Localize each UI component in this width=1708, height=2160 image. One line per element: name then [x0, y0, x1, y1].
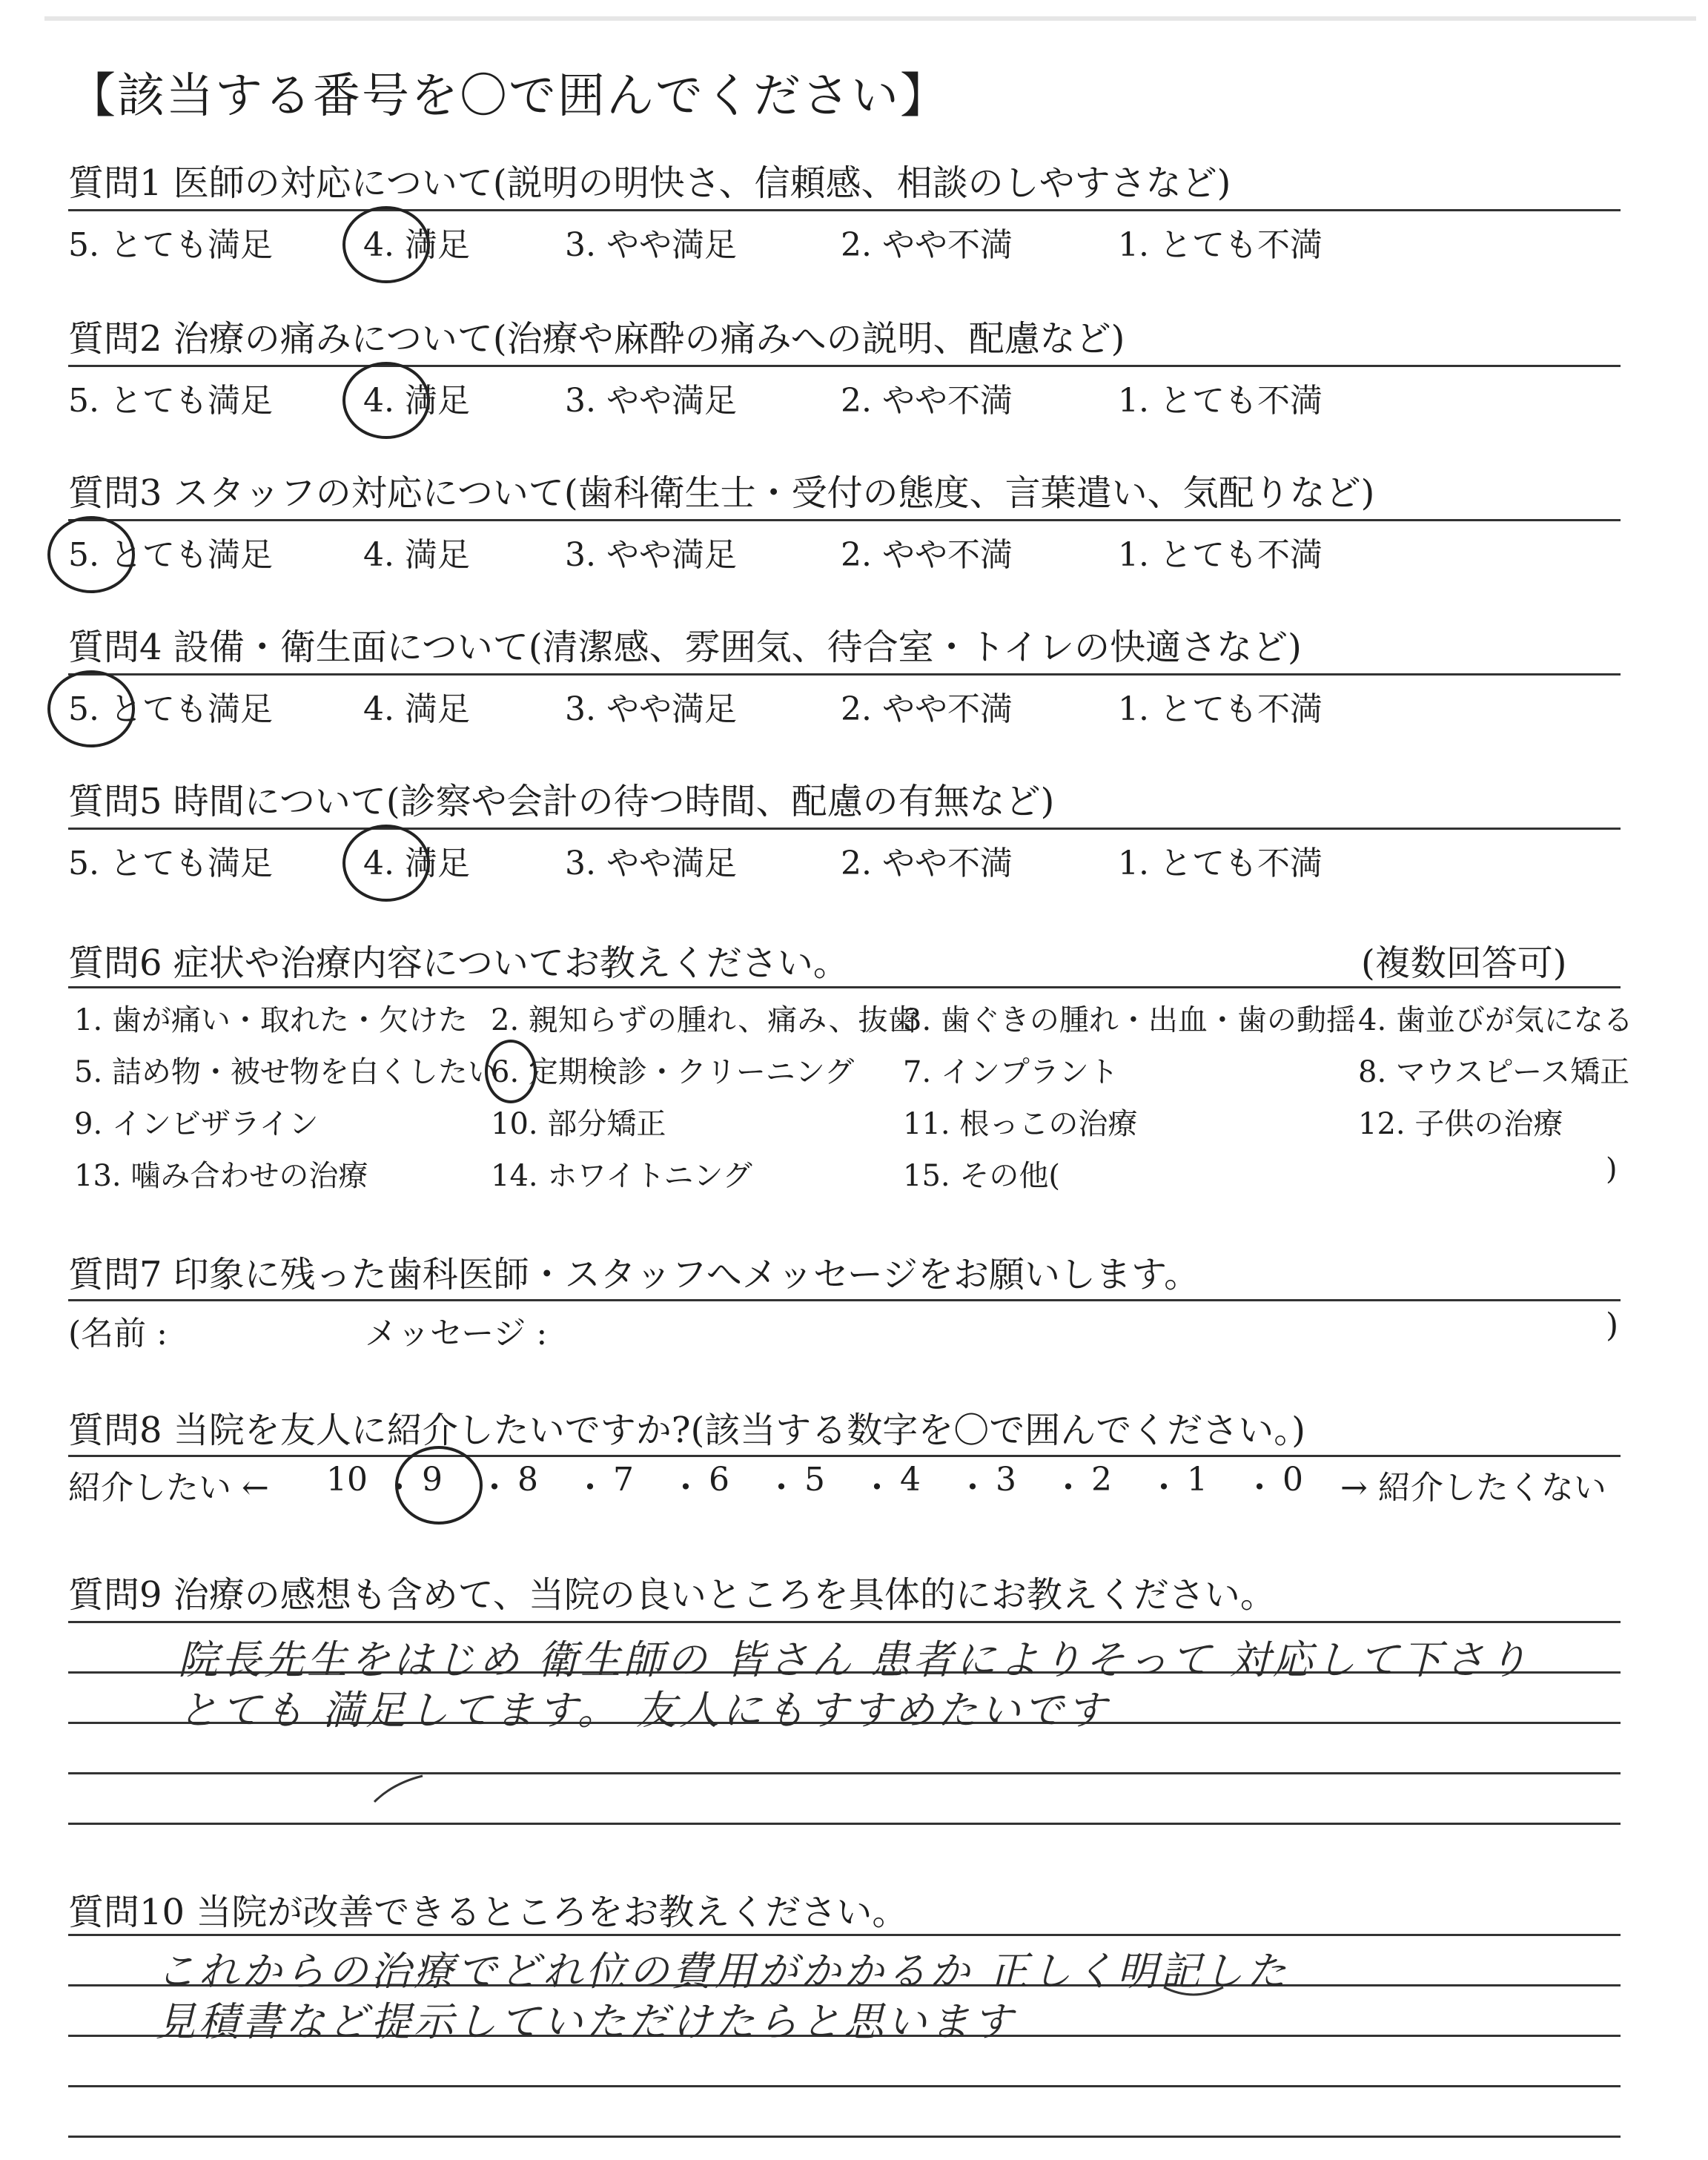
q1-option-3[interactable]: 3. やや満足 — [565, 226, 737, 264]
q6-option-6[interactable]: 6. 定期検診・クリーニング — [491, 1055, 855, 1089]
q8-scale-5[interactable]: 5 — [804, 1461, 825, 1499]
q8-scale-8[interactable]: 8 — [517, 1461, 538, 1499]
q6-option-15[interactable]: 15. その他( — [903, 1159, 1060, 1193]
q8-scale-separator: ・ — [669, 1469, 702, 1507]
q8-left-label: 紹介したい ← — [68, 1469, 269, 1507]
q2-option-2[interactable]: 2. やや不満 — [841, 382, 1013, 420]
q1-option-5[interactable]: 5. とても満足 — [68, 226, 273, 264]
q1-option-4[interactable]: 4. 満足 — [363, 226, 470, 264]
q4-option-3[interactable]: 3. やや満足 — [565, 690, 737, 728]
q6-option-1[interactable]: 1. 歯が痛い・取れた・欠けた — [74, 1003, 468, 1037]
q6-option-5[interactable]: 5. 詰め物・被せ物を白くしたい — [74, 1055, 497, 1089]
q8-scale-4[interactable]: 4 — [900, 1461, 921, 1499]
q4-option-2[interactable]: 2. やや不満 — [841, 690, 1013, 728]
q3-title: 質問3 スタッフの対応について(歯科衛生士・受付の態度、言葉遣い、気配りなど) — [68, 472, 1375, 514]
q9-answer-line-2: とても 満足してます。 友人にもすすめたいです — [178, 1687, 1110, 1734]
q4-option-4[interactable]: 4. 満足 — [363, 690, 470, 728]
q1-title: 質問1 医師の対応について(説明の明快さ、信頼感、相談のしやすさなど) — [68, 162, 1231, 204]
q8-scale-separator: ・ — [1148, 1469, 1180, 1507]
q8-scale-6[interactable]: 6 — [709, 1461, 729, 1499]
q8-title: 質問8 当院を友人に紹介したいですか?(該当する数字を〇で囲んでください。) — [68, 1410, 1305, 1451]
q8-scale-separator: ・ — [1052, 1469, 1085, 1507]
q7-name-label: (名前 : — [68, 1315, 168, 1353]
q3-option-2[interactable]: 2. やや不満 — [841, 536, 1013, 574]
q6-title: 質問6 症状や治療内容についてお教えください。 — [68, 942, 849, 984]
q6-option-2[interactable]: 2. 親知らずの腫れ、痛み、抜歯 — [491, 1003, 918, 1037]
q5-option-5[interactable]: 5. とても満足 — [68, 845, 273, 882]
q10-answer-line-1: これからの治療でどれ位の費用がかかるか 正しく明記した — [156, 1948, 1290, 1995]
q2-option-1[interactable]: 1. とても不満 — [1118, 382, 1323, 420]
q6-option-10[interactable]: 10. 部分矯正 — [491, 1107, 666, 1141]
q10-answer-line-2: 見積書など提示していただけたらと思います — [156, 1998, 1016, 2045]
q5-title: 質問5 時間について(診察や会計の待つ時間、配慮の有無など) — [68, 781, 1055, 822]
q3-option-4[interactable]: 4. 満足 — [363, 536, 470, 574]
q8-scale-separator: ・ — [765, 1469, 798, 1507]
q2-option-4[interactable]: 4. 満足 — [363, 382, 470, 420]
q6-option-12[interactable]: 12. 子供の治療 — [1358, 1107, 1563, 1141]
q3-option-1[interactable]: 1. とても不満 — [1118, 536, 1323, 574]
q2-option-3[interactable]: 3. やや満足 — [565, 382, 737, 420]
q5-option-1[interactable]: 1. とても不満 — [1118, 845, 1323, 882]
q8-scale-3[interactable]: 3 — [996, 1461, 1016, 1499]
q10-title: 質問10 当院が改善できるところをお教えください。 — [68, 1892, 908, 1933]
q8-right-label: → 紹介したくない — [1340, 1469, 1606, 1507]
q3-option-3[interactable]: 3. やや満足 — [565, 536, 737, 574]
q6-option-7[interactable]: 7. インプラント — [903, 1055, 1119, 1089]
q6-option-3[interactable]: 3. 歯ぐきの腫れ・出血・歯の動揺 — [903, 1003, 1356, 1037]
q6-option-11[interactable]: 11. 根っこの治療 — [903, 1107, 1138, 1141]
q6-option-14[interactable]: 14. ホワイトニング — [491, 1159, 752, 1193]
q8-scale-separator: ・ — [956, 1469, 989, 1507]
q5-option-2[interactable]: 2. やや不満 — [841, 845, 1013, 882]
q8-scale-10[interactable]: 10 — [326, 1461, 368, 1499]
q4-option-1[interactable]: 1. とても不満 — [1118, 690, 1323, 728]
q5-option-3[interactable]: 3. やや満足 — [565, 845, 737, 882]
q6-option-8[interactable]: 8. マウスピース矯正 — [1358, 1055, 1630, 1089]
q7-message-label: メッセージ : — [365, 1315, 548, 1353]
q8-scale-separator: ・ — [861, 1469, 893, 1507]
q8-scale-1[interactable]: 1 — [1187, 1461, 1208, 1499]
q9-answer-line-1: 院長先生をはじめ 衛生師の 皆さん 患者によりそって 対応して下さり — [178, 1636, 1531, 1683]
q1-option-2[interactable]: 2. やや不満 — [841, 226, 1013, 264]
form-header: 【該当する番号を〇で囲んでください】 — [68, 69, 949, 124]
q6-option-9[interactable]: 9. インビザライン — [74, 1107, 319, 1141]
q5-option-4[interactable]: 4. 満足 — [363, 845, 470, 882]
q1-option-1[interactable]: 1. とても不満 — [1118, 226, 1323, 264]
q8-scale-2[interactable]: 2 — [1091, 1461, 1112, 1499]
q8-scale-9[interactable]: 9 — [422, 1461, 443, 1499]
q7-title: 質問7 印象に残った歯科医師・スタッフへメッセージをお願いします。 — [68, 1254, 1200, 1295]
q6-option-4[interactable]: 4. 歯並びが気になる — [1358, 1003, 1633, 1037]
q8-scale-separator: ・ — [478, 1469, 511, 1507]
q6-note: (複数回答可) — [1361, 942, 1567, 984]
q2-option-5[interactable]: 5. とても満足 — [68, 382, 273, 420]
q2-title: 質問2 治療の痛みについて(治療や麻酔の痛みへの説明、配慮など) — [68, 318, 1125, 360]
q8-scale-separator: ・ — [383, 1469, 415, 1507]
q8-scale-separator: ・ — [574, 1469, 606, 1507]
q8-scale-7[interactable]: 7 — [613, 1461, 634, 1499]
q8-scale-separator: ・ — [1243, 1469, 1276, 1507]
q7-close-paren: ) — [1606, 1307, 1619, 1344]
q6-option-16[interactable]: ) — [1606, 1152, 1618, 1186]
q4-title: 質問4 設備・衛生面について(清潔感、雰囲気、待合室・トイレの快適さなど) — [68, 627, 1302, 668]
q3-option-5[interactable]: 5. とても満足 — [68, 536, 273, 574]
q4-option-5[interactable]: 5. とても満足 — [68, 690, 273, 728]
q8-scale-0[interactable]: 0 — [1282, 1461, 1303, 1499]
q6-option-13[interactable]: 13. 噛み合わせの治療 — [74, 1159, 368, 1193]
q9-title: 質問9 治療の感想も含めて、当院の良いところを具体的にお教えください。 — [68, 1574, 1276, 1616]
